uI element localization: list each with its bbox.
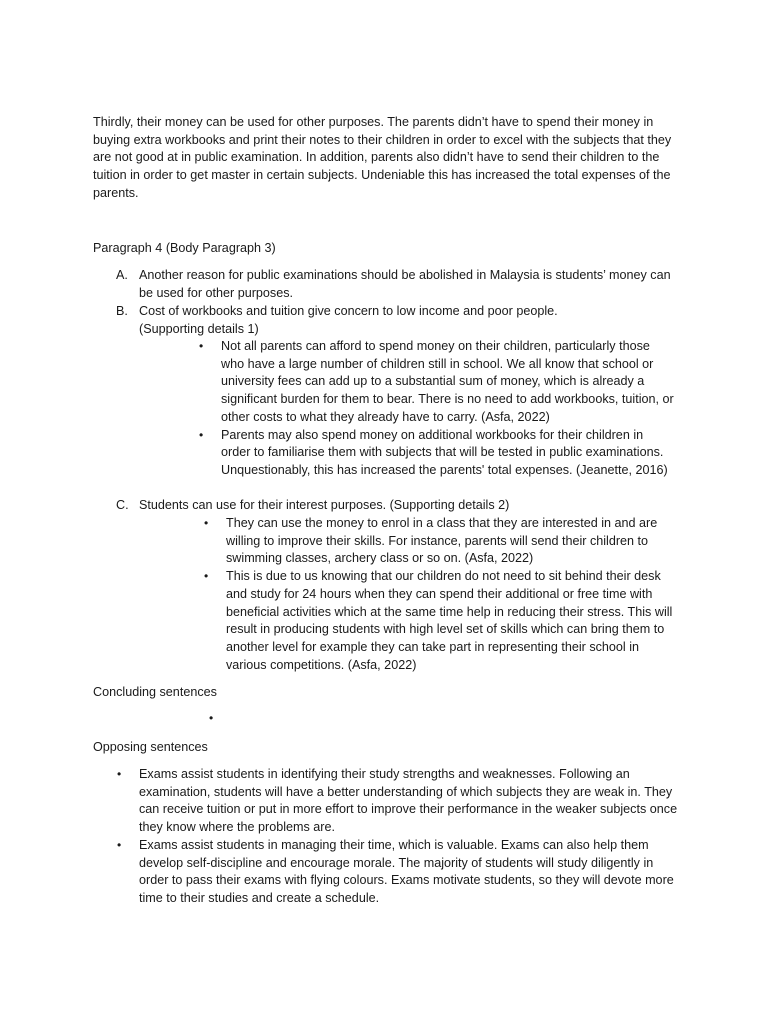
- list-item: [199, 427, 676, 480]
- opposing-list: [117, 766, 679, 908]
- list-item: [204, 515, 676, 568]
- outline-label-c: C.: [116, 498, 129, 512]
- opposing-heading: Opposing sentences: [93, 740, 208, 754]
- list-item-text: Not all parents can afford to spend money on their children, particularly those who have a large number of children still in school. We all know that school or university fees can add up to a substantial sum of money, which is already a significant burden for them to bear. There is no need to add workbooks, tuition, or other costs to what they already have to carry. (Asfa, 2022): [221, 339, 674, 424]
- outline-label-b: B.: [116, 304, 128, 318]
- outline-item-c: [93, 497, 678, 515]
- bullet-icon: •: [117, 837, 122, 852]
- list-item: [117, 766, 679, 837]
- outline-label-a: A.: [116, 268, 128, 282]
- list-item-text: They can use the money to enrol in a class that they are interested in and are willing to improve their skills. For instance, parents will send their children to swimming classes, archery class or so on. (Asfa, 2022): [226, 516, 658, 566]
- supporting-details-2-list: [204, 515, 676, 674]
- list-item: [204, 568, 676, 674]
- bullet-icon: •: [199, 339, 204, 353]
- empty-bullet-icon: •: [209, 711, 214, 725]
- bullet-icon: •: [204, 516, 209, 530]
- list-item: [199, 338, 676, 427]
- intro-paragraph: Thirdly, their money can be used for other purposes. The parents didn’t have to spend their money in buying extra workbooks and print their notes to their children in order to excel with the subjects that they are not good at in public examination. In addition, parents also didn’t have to send their children to the tuition in order to get master in certain subjects. Undeniable this has increased the total expenses of the parents.: [93, 115, 672, 200]
- list-item-text: Exams assist students in identifying their study strengths and weaknesses. Following an examination, students will have a better understanding of which subjects they are weak in. They can receive tuition or put in more effort to improve their performance in the weaker subjects once they know where the problems are.: [139, 767, 678, 835]
- outline-text-b: Cost of workbooks and tuition give concern to low income and poor people.: [139, 304, 558, 318]
- outline-item-a: [93, 267, 678, 302]
- list-item-text: Exams assist students in managing their time, which is valuable. Exams can also help them develop self-discipline and encourage morale. The majority of students will study diligently in order to pass their exams with flying colours. Exams motivate students, so they will devote more time to their studies and create a schedule.: [139, 837, 674, 905]
- paragraph-4-heading: Paragraph 4 (Body Paragraph 3): [93, 241, 276, 255]
- outline-item-b: [93, 303, 678, 338]
- outline-text-a: Another reason for public examinations should be abolished in Malaysia is students’ money can be used for other purposes.: [139, 268, 671, 300]
- bullet-icon: •: [204, 569, 209, 584]
- bullet-icon: •: [199, 427, 204, 442]
- concluding-heading: Concluding sentences: [93, 685, 217, 699]
- outline-text-c: Students can use for their interest purposes. (Supporting details 2): [139, 498, 510, 512]
- list-item-text: This is due to us knowing that our children do not need to sit behind their desk and study for 24 hours when they can spend their additional or free time with beneficial activities which at the same time help in reducing their stress. This will result in producing students with high level set of skills which can bring them to another level for example they can take part in representing their school in various competitions. (Asfa, 2022): [226, 569, 673, 672]
- list-item-text: Parents may also spend money on additional workbooks for their children in order to familiarise them with subjects that will be tested in public examinations. Unquestionably, this has increased the parents' total expenses. (Jeanette, 2016): [221, 427, 668, 477]
- supporting-details-1-list: [199, 338, 676, 480]
- list-item: [117, 837, 679, 908]
- bullet-icon: •: [117, 767, 122, 781]
- outline-subtext-b: (Supporting details 1): [139, 321, 259, 336]
